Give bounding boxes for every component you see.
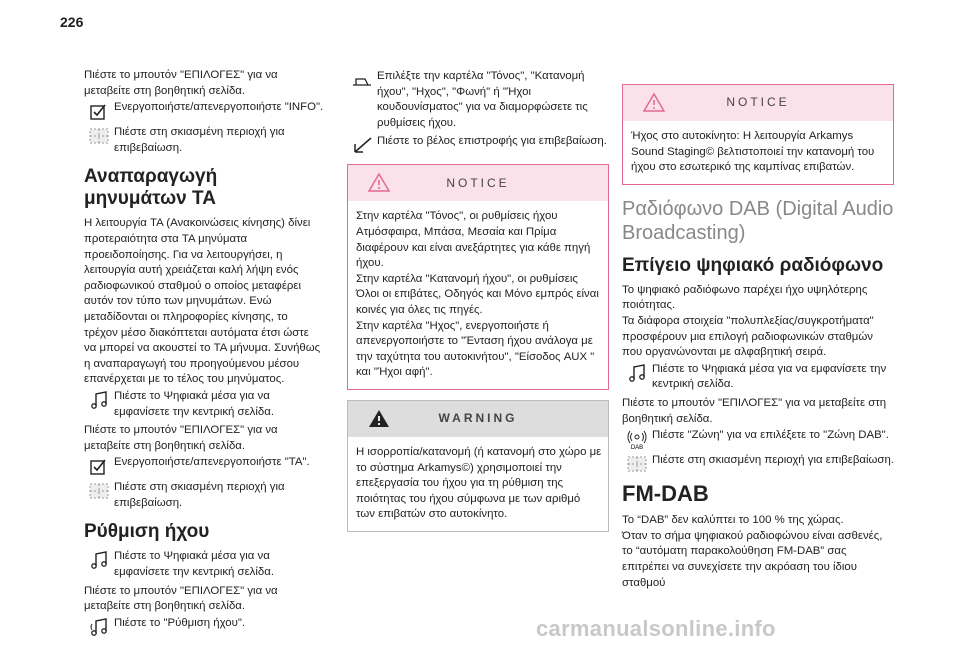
paragraph: Πιέστε το Ψηφιακά μέσα για να εμφανίσετε την κεντρική σελίδα. [652,362,887,391]
paragraph: Ενεργοποιήστε/απενεργοποιήστε "INFO". [114,101,324,114]
section-heading: FM-DAB [622,481,709,507]
section-heading: Επίγειο ψηφιακό ραδιόφωνο [622,254,884,276]
dab-band-icon [622,428,652,450]
notice-title: NOTICE [726,95,790,110]
notice-box [347,164,609,390]
warning-triangle-icon [643,92,665,117]
instruction-row [84,616,324,638]
checkbox-edit-icon [84,100,114,122]
instruction-row [84,389,324,420]
warning-header [348,401,608,437]
paragraph: Πιέστε στη σκιασμένη περιοχή για επιβεβαίωση. [114,126,285,154]
warning-triangle-icon [368,408,390,433]
notice-header [623,85,893,121]
column-right [622,68,894,591]
instruction-row [622,362,894,393]
paragraph: Πιέστε το βέλος επιστροφής για επιβεβαίωση. [377,135,607,148]
paragraph: Η λειτουργία TA (Ανακοινώσεις κίνησης) δίνει προτεραιότητα στα TA μηνύματα προειδοποίησης. Για να λειτουργήσει, η λειτουργία αυτή χρειάζεται καλή λήψη ενός ραδιοφωνικού σταθμού ο οποίος μεταφέρει αυτόν τον τύπο των μηνυμάτων. Ενώ μεταδίδονται οι πληροφορίες κίνησης, το τρέχον μέσο διακόπτεται αυτόματα έτσι ώστε να μπορεί να ακουστεί το TA μήνυμα. Συνήθως η αναπαραγωγή του προηγούμενου μέσου επανέρχεται με το τέλος του μηνύματος. [84,217,321,386]
checkbox-edit-icon [84,455,114,477]
warning-text: Η ισορροπία/κατανομή (ή κατανομή στο χώρο με το σύστημα Arkamys©) χρησιμοποιεί την επεξεργασία του ήχου για τη ρύθμιση της ποιότητας του ήχου σύμφωνα με των αριθμό των επιβατών στο αυτοκίνητο. [356,445,602,521]
music-note-icon [84,549,114,571]
music-note-icon [622,362,652,384]
shaded-area-icon [84,125,114,147]
paragraph: Επιλέξτε την καρτέλα "Τόνος", "Κατανομή ήχου", "Ηχος", "Φωνή" ή "Ήχοι κουδουνίσματος" για να διαμορφώσετε τις ρυθμίσεις ήχου. [377,70,588,129]
instruction-row [622,453,894,475]
music-note-icon [84,389,114,411]
watermark: carmanualsonline.info [536,616,776,641]
paragraph: Πιέστε το Ψηφιακά μέσα για να εμφανίσετε την κεντρική σελίδα. [114,550,274,579]
paragraph: Πιέστε το "Ρύθμιση ήχου". [114,616,246,629]
instruction-row [84,455,324,477]
notice-header [348,165,608,201]
paragraph: Πιέστε "Ζώνη" για να επιλέξετε το "Ζώνη DAB". [652,429,889,442]
page-number: 226 [60,14,84,30]
section-heading: Ρύθμιση ήχου [84,521,210,543]
instruction-row [84,125,324,156]
notice-text: Στην καρτέλα "Τόνος", οι ρυθμίσεις ήχου Ατμόσφαιρα, Μπάσα, Μεσαία και Πρίμα διαφέρουν και είναι ανεξάρτητες για κάθε πηγή ήχου. Στην καρτέλα "Κατανομή ήχου", οι ρυθμίσεις Όλοι οι επιβάτες, Οδηγός και Μόνο εμπρός είναι κοινές για όλες τις πηγές. Στην καρτέλα "Ηχος", ενεργοποιήστε ή απενεργοποιήστε το "Ένταση ήχου ανάλογα με την ταχύτητα του αυτοκινήτου", "Είσοδος AUX " και "Ήχοι αφή". [356,210,599,379]
notice-box [622,84,894,185]
notice-title: NOTICE [446,175,510,190]
paragraph: Πιέστε το μπουτόν "ΕΠΙΛΟΓΕΣ" για να μεταβείτε στη βοηθητική σελίδα. [84,424,278,452]
section-heading: Αναπαραγωγή μηνυμάτων TA [84,166,218,210]
warning-title: WARNING [438,411,518,426]
instruction-row [347,134,609,156]
warning-box [347,400,609,532]
column-middle [347,68,609,542]
paragraph: Πιέστε το μπουτόν "ΕΠΙΛΟΓΕΣ" για να μεταβείτε στη βοηθητική σελίδα. [84,584,278,613]
notice-text: Ήχος στο αυτοκίνητο: Η λειτουργία Arkamys Sound Staging© βελτιστοποιεί την κατανομή του ήχου στο εσωτερικό της καμπίνας επιβατών. [631,130,875,174]
instruction-row [622,428,894,450]
column-left [84,68,324,641]
shaded-area-icon [622,453,652,475]
paragraph: Πιέστε στη σκιασμένη περιοχή για επιβεβαίωση. [652,454,894,467]
warning-triangle-icon [368,172,390,197]
chapter-heading: Ραδιόφωνο DAB (Digital Audio Broadcasting) [622,197,894,244]
instruction-row [84,480,324,511]
paragraph: Το “DAB” δεν καλύπτει το 100 % της χώρας. Όταν το σήμα ψηφιακού ραδιοφώνου είναι ασθενές, το “αυτόματη παρακολούθηση FM-DAB” σας επιτρέπει να συνεχίσετε την ακρόαση του ίδιου σταθμού [622,514,883,589]
paragraph: Πιέστε το μπουτόν "ΕΠΙΛΟΓΕΣ" για να μεταβείτε στη βοηθητική σελίδα. [622,396,887,425]
sound-settings-icon [84,616,114,638]
instruction-row [84,549,324,580]
paragraph: Το ψηφιακό ραδιόφωνο παρέχει ήχο υψηλότερης ποιότητας. Τα διάφορα στοιχεία "πολυπλεξίας/συγκροτήματα" προσφέρουν μια επιλογή ραδιοφωνικών σταθμών που οργανώνονται με αλφαβητική σειρά. [622,283,874,359]
instruction-row [347,69,609,131]
paragraph: Πιέστε στη σκιασμένη περιοχή για επιβεβαίωση. [114,481,285,509]
paragraph: Πιέστε το Ψηφιακά μέσα για να εμφανίσετε την κεντρική σελίδα. [114,389,274,418]
tab-select-icon [347,69,377,91]
back-arrow-icon [347,134,377,156]
paragraph: Πιέστε το μπουτόν "ΕΠΙΛΟΓΕΣ" για να μεταβείτε στη βοηθητική σελίδα. [84,69,278,97]
shaded-area-icon [84,480,114,502]
instruction-row [84,100,324,122]
paragraph: Ενεργοποιήστε/απενεργοποιήστε "TA". [114,456,310,469]
svg-text:DAB: DAB [630,445,644,451]
